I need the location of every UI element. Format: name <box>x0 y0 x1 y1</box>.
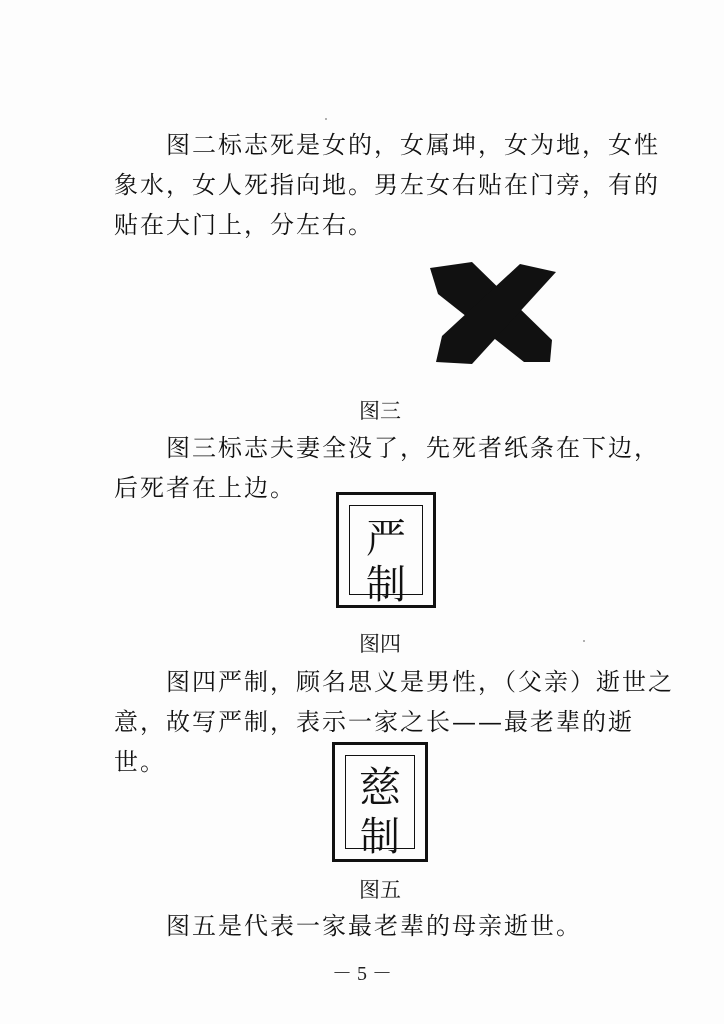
paragraph-figure-3-explanation: 图三标志夫妻全没了，先死者纸条在下边，后死者在上边。 <box>114 434 660 502</box>
figure-4-caption: 图四 <box>359 632 401 656</box>
paragraph-figure-5-explanation: 图五是代表一家最老辈的母亲逝世。 <box>166 912 582 940</box>
figure-5-caption: 图五 <box>359 878 401 902</box>
cross-mark-figure-3 <box>412 258 572 370</box>
label-character-top: 严 <box>366 516 406 562</box>
label-character-top: 慈 <box>358 763 401 812</box>
yanzhi-label-figure-4 <box>336 492 436 608</box>
label-character-bottom: 制 <box>366 562 406 608</box>
figure-3-caption: 图三 <box>359 399 401 423</box>
label-character-bottom: 制 <box>360 814 400 860</box>
page-number: － 5 － <box>332 963 392 985</box>
cizhi-label-figure-5 <box>332 742 428 862</box>
paragraph-figure-4-explanation: 图四严制，顾名思义是男性，（父亲）逝世之意，故写严制，表示一家之长——最老辈的逝世。 <box>114 668 674 776</box>
scan-speck <box>583 640 585 642</box>
scan-speck <box>325 118 327 120</box>
paragraph-figure-2-explanation: 图二标志死是女的，女属坤，女为地，女性象水，女人死指向地。男左女右贴在门旁，有的贴在大门上，分左右。 <box>114 131 660 239</box>
